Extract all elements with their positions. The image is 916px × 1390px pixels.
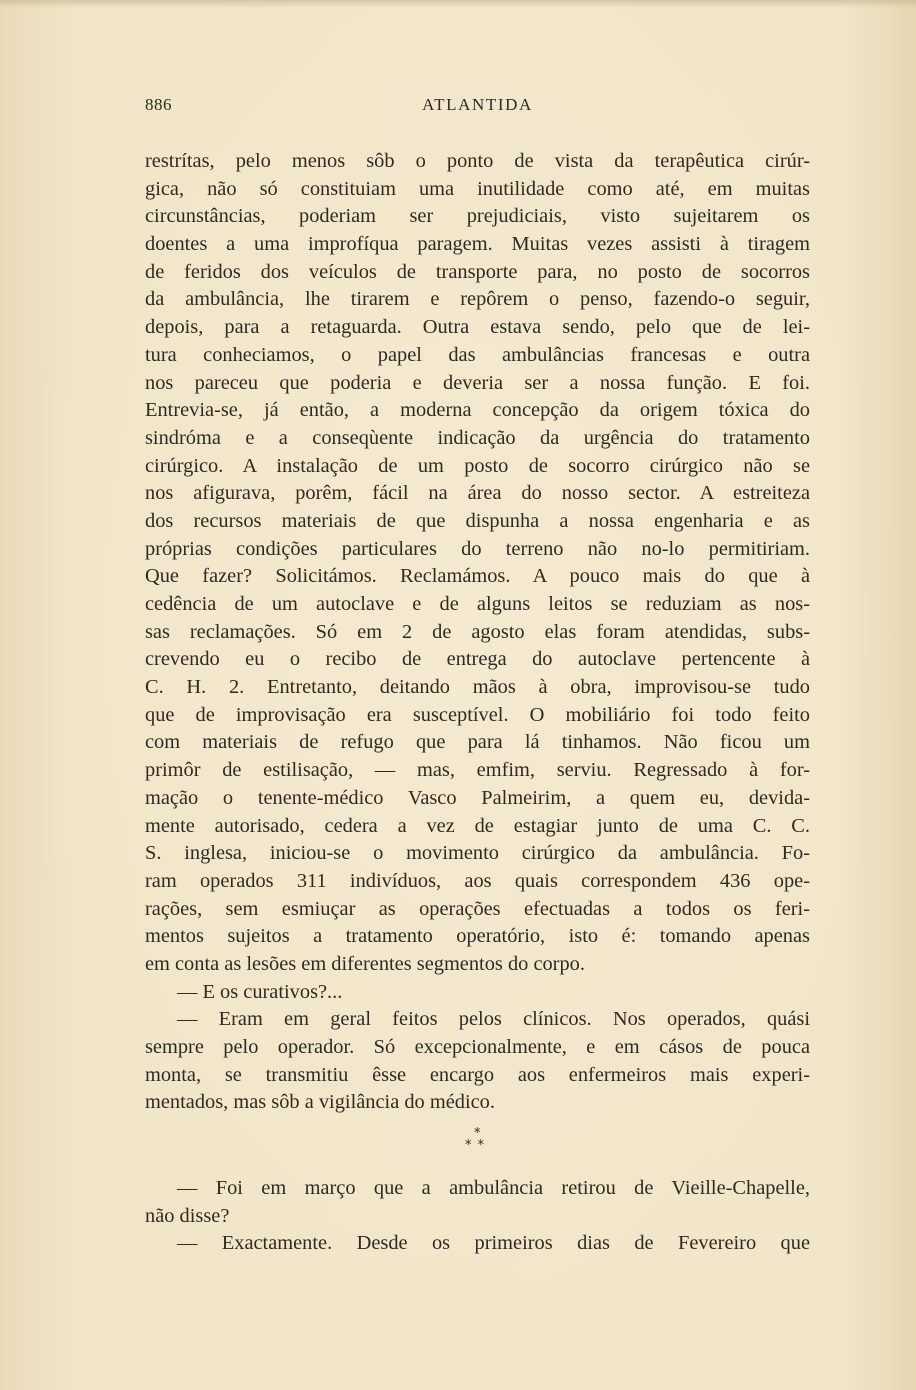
text-line: nos pareceu que poderia e deveria ser a nossa função. E foi. (145, 371, 810, 394)
text-line: que de improvisação era susceptível. O mobiliário foi todo feito (145, 703, 810, 726)
text-line: primôr de estilisação, — mas, emfim, serviu. Regressado à for- (145, 759, 810, 782)
text-line: com materiais de refugo que para lá tinhamos. Não ficou um (145, 731, 810, 754)
page-number: 886 (145, 95, 172, 114)
text-line: Que fazer? Solicitámos. Reclamámos. A pouco mais do que à (145, 565, 810, 588)
text-line: não disse? (145, 1204, 230, 1227)
text-line: Entrevia-se, já então, a moderna concepção da origem tóxica do (145, 399, 810, 422)
paragraph-2 (145, 979, 810, 1007)
asterism-bottom: ** (465, 1138, 490, 1154)
asterism-top: * (474, 1126, 481, 1142)
text-line: depois, para a retaguarda. Outra estava sendo, pelo que de lei- (145, 316, 810, 339)
text-line: — Foi em março que a ambulância retirou de Vieille-Chapelle, (177, 1177, 810, 1200)
text-line: da ambulância, lhe tirarem e repôrem o penso, fazendo-o seguir, (145, 288, 810, 311)
paragraph-5 (145, 1230, 810, 1258)
paragraph-3 (145, 1006, 810, 1117)
text-line: mente autorisado, cedera a vez de estagiar junto de uma C. C. (145, 814, 810, 837)
text-line: S. inglesa, iniciou-se o movimento cirúrgico da ambulância. Fo- (145, 842, 810, 865)
paragraph-1 (145, 148, 810, 979)
text-line: — Exactamente. Desde os primeiros dias de Fevereiro que (177, 1232, 810, 1255)
text-line: sas reclamações. Só em 2 de agosto elas foram atendidas, subs- (145, 620, 810, 643)
text-line: doentes a uma improfíqua paragem. Muitas vezes assisti à tiragem (145, 233, 810, 256)
text-line: sempre pelo operador. Só excepcionalmente, e em cásos de pouca (145, 1036, 810, 1058)
text-line: cedência de um autoclave e de alguns leitos se reduziam as nos- (145, 593, 810, 615)
text-line: C. H. 2. Entretanto, deitando mãos à obra, improvisou-se tudo (145, 676, 810, 699)
text-line: nos afigurava, porêm, fácil na área do nosso sector. A estreiteza (145, 482, 810, 505)
text-line: gica, não só constituiam uma inutilidade como até, em muitas (145, 177, 810, 200)
section-break-asterism (145, 1125, 810, 1175)
text-line: de feridos dos veículos de transporte para, no posto de socorros (145, 260, 810, 283)
page-header (145, 95, 810, 121)
text-line: — E os curativos?... (177, 980, 343, 1003)
text-line: sindróma e a conseqùente indicação da urgência do tratamento (145, 426, 810, 449)
text-line: monta, se transmitiu êsse encargo aos enfermeiros mais experi- (145, 1063, 810, 1086)
running-title: ATLANTIDA (422, 95, 533, 114)
text-line: rações, sem esmiuçar as operações efectuadas a todos os feri- (145, 897, 810, 920)
text-line: cirúrgico. A instalação de um posto de socorro cirúrgico não se (145, 454, 810, 477)
text-line: próprias condições particulares do terreno não no-lo permitiriam. (145, 537, 810, 560)
text-line: dos recursos materiais de que dispunha a nossa engenharia e as (145, 509, 810, 532)
text-line: mentos sujeitos a tratamento operatório, isto é: tomando apenas (145, 925, 810, 948)
text-line: restrítas, pelo menos sôb o ponto de vista da terapêutica cirúr- (145, 150, 810, 172)
text-line: mação o tenente-médico Vasco Palmeirim, a quem eu, devida- (145, 786, 810, 809)
text-line: mentados, mas sôb a vigilância do médico. (145, 1091, 495, 1114)
text-line: em conta as lesões em diferentes segmentos do corpo. (145, 952, 585, 975)
page-edge-shadow (0, 0, 916, 8)
text-line: — Eram em geral feitos pelos clínicos. Nos operados, quási (177, 1008, 810, 1031)
paragraph-4 (145, 1175, 810, 1230)
body-text (145, 148, 810, 1258)
text-line: tura conheciamos, o papel das ambulâncias francesas e outra (145, 343, 810, 366)
text-line: ram operados 311 indivíduos, aos quais correspondem 436 ope- (145, 869, 810, 892)
text-line: circunstâncias, poderiam ser prejudiciais, visto sujeitarem os (145, 205, 810, 228)
text-line: crevendo eu o recibo de entrega do autoclave pertencente à (145, 648, 810, 671)
